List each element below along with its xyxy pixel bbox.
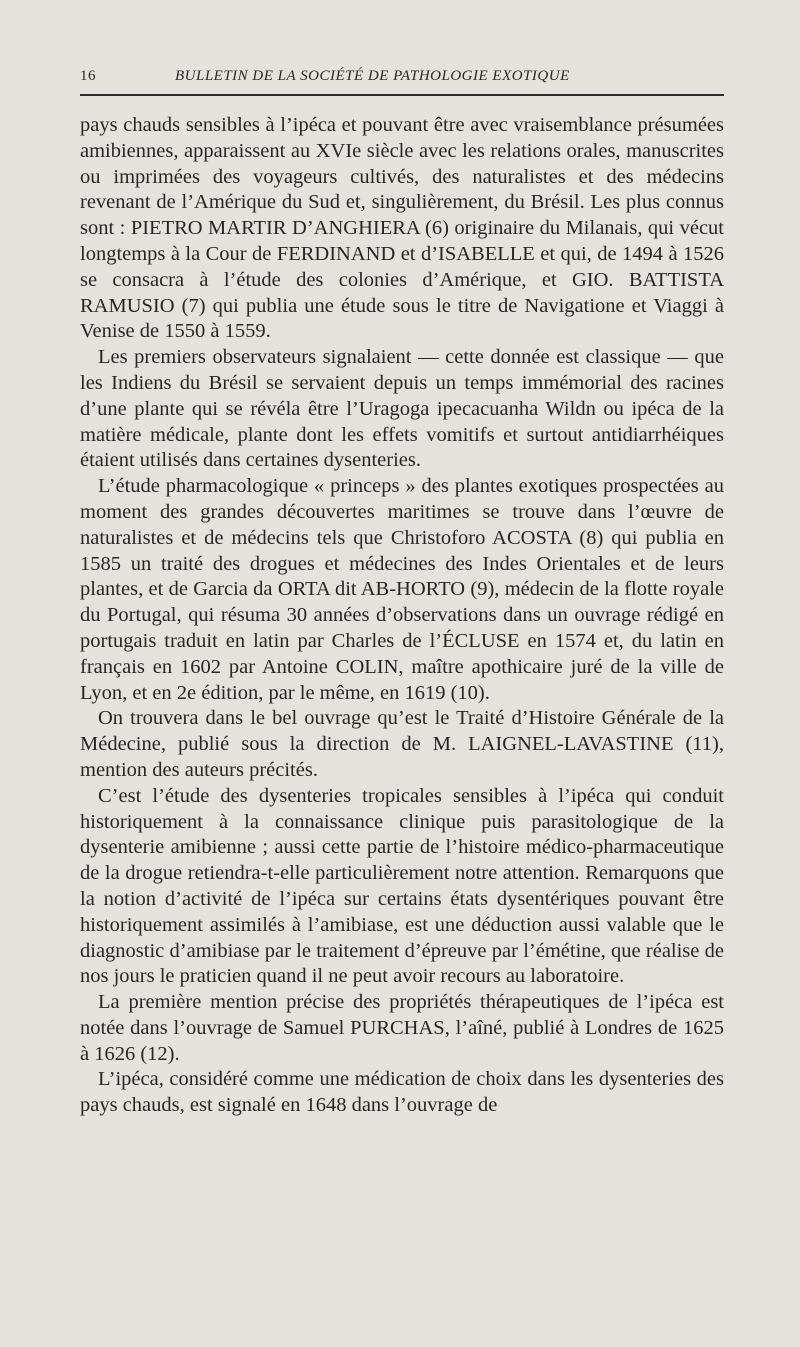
body-text	[80, 113, 724, 1119]
paragraph-1: pays chauds sensibles à l’ipéca et pouvant être avec vraisemblance présumées amibiennes, apparaissent au XVIe siècle avec les relations orales, manuscrites ou imprimées des voyageurs cultivés, des naturalistes et des médecins revenant de l’Amérique du Sud et, singulièrement, du Brésil. Les plus connus sont : PIETRO MARTIR D’ANGHIERA (6) originaire du Milanais, qui vécut longtemps à la Cour de FERDINAND et d’ISABELLE et qui, de 1494 à 1526 se consacra à l’étude des colonies d’Amérique, et GIO. BATTISTA RAMUSIO (7) qui publia une étude sous le titre de Navigatione et Viaggi à Venise de 1550 à 1559.	[80, 114, 724, 343]
running-header	[80, 68, 722, 94]
header-rule	[80, 94, 724, 96]
paragraph-7: L’ipéca, considéré comme une médication de choix dans les dysenteries des pays chauds, est signalé en 1648 dans l’ouvrage de	[80, 1068, 724, 1117]
journal-title: BULLETIN DE LA SOCIÉTÉ DE PATHOLOGIE EXOTIQUE	[175, 68, 570, 84]
paragraph-2: Les premiers observateurs signalaient — cette donnée est classique — que les Indiens du Brésil se servaient depuis un temps immémorial des racines d’une plante qui se révéla être l’Uragoga ipecacuanha Wildn ou ipéca de la matière médicale, plante dont les effets vomitifs et surtout antidiarrhéiques étaient utilisés dans certaines dysenteries.	[80, 346, 724, 472]
paragraph-6: La première mention précise des propriétés thérapeutiques de l’ipéca est notée dans l’ouvrage de Samuel PURCHAS, l’aîné, publié à Londres de 1625 à 1626 (12).	[80, 991, 724, 1065]
page-number: 16	[80, 68, 96, 84]
paragraph-5: C’est l’étude des dysenteries tropicales sensibles à l’ipéca qui conduit historiquement à la connaissance clinique puis parasitologique de la dysenterie amibienne ; aussi cette partie de l’histoire médico-pharmaceutique de la drogue retiendra-t-elle particulièrement notre attention. Remarquons que la notion d’activité de l’ipéca sur certains états dysentériques pouvant être historiquement assimilés à l’amibiase, est une déduction aussi valable que le diagnostic d’amibiase par le traitement d’épreuve par l’émétine, que réalise de nos jours le praticien quand il ne peut avoir recours au laboratoire.	[80, 784, 724, 988]
paragraph-4: On trouvera dans le bel ouvrage qu’est le Traité d’Histoire Générale de la Médecine, publié sous la direction de M. LAIGNEL-LAVASTINE (11), mention des auteurs précités.	[80, 707, 724, 781]
paragraph-3: L’étude pharmacologique « princeps » des plantes exotiques prospectées au moment des grandes découvertes maritimes se trouve dans l’œuvre de naturalistes et de médecins tels que Christoforo ACOSTA (8) qui publia en 1585 un traité des drogues et médecines des Indes Orientales et de leurs plantes, et de Garcia da ORTA dit AB-HORTO (9), médecin de la flotte royale du Portugal, qui résuma 30 années d’observations dans un ouvrage rédigé en portugais traduit en latin par Charles de l’ÉCLUSE en 1574 et, du latin en français en 1602 par Antoine COLIN, maître apothicaire juré de la ville de Lyon, et en 2e édition, par le même, en 1619 (10).	[80, 475, 724, 704]
